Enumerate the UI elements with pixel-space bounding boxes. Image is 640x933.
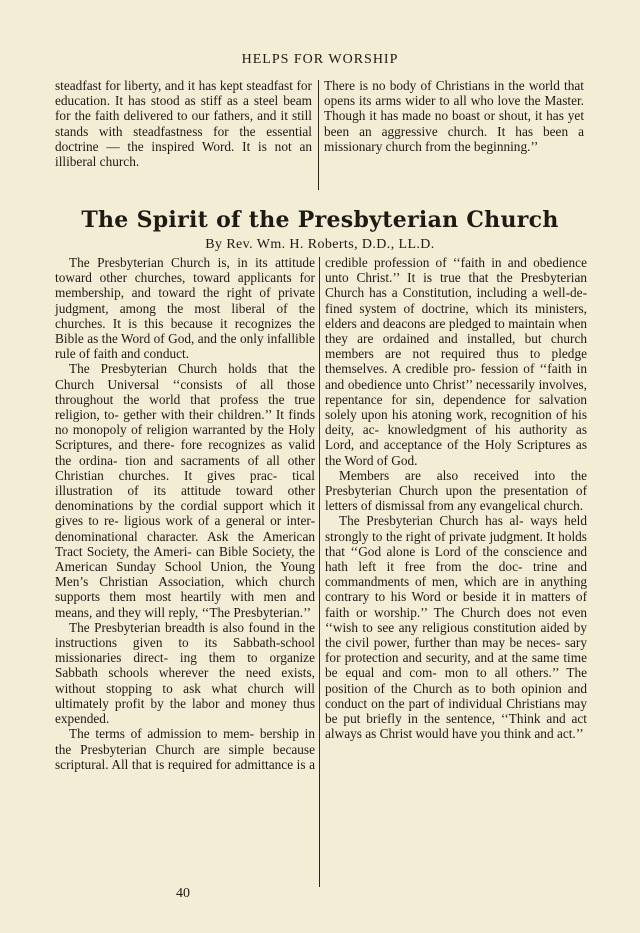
page-number: 40 [176, 886, 190, 901]
text-line: obedience unto Christ.’’ It is true [325, 255, 587, 286]
text-line: sary for protection and security, and [325, 635, 587, 666]
text-line: Constitution, including a well-de- [402, 285, 588, 301]
text-line: stands with steadfastness for the [55, 123, 256, 139]
text-line: Men’s Christian Association, which [55, 574, 268, 590]
text-line: credible profession of ‘‘faith in and [325, 255, 527, 270]
text-line: yet been an aggressive church. It [324, 108, 585, 139]
top-left-paragraph [55, 78, 312, 169]
paragraph [325, 255, 587, 468]
text-line: tion and sacraments of all other [125, 452, 316, 468]
text-line: Sabbath-school missionaries direct- [55, 635, 315, 666]
text-line: are simple because scriptural. All [55, 741, 315, 772]
text-line: attitude toward other churches, [55, 255, 315, 286]
text-line: pledge themselves. A credible pro- [325, 346, 587, 377]
paragraph [55, 726, 315, 772]
text-line: the beginning.’’ [454, 138, 539, 154]
text-line: work, recognition of his deity, ac- [325, 407, 587, 438]
article-left-column [55, 255, 315, 772]
text-line: which are in anything contrary to [325, 574, 588, 605]
paragraph [325, 468, 587, 514]
text-line: gether with their children.’’ It finds [123, 407, 315, 423]
text-line: by the Holy Scriptures, and there- [55, 422, 315, 453]
text-line: and toward the right of private [131, 285, 315, 301]
text-line: faith and conduct. [93, 346, 190, 362]
article-title: The Spirit of the Presbyterian Church [81, 207, 559, 233]
text-line: ligious work of a general or inter- [124, 513, 316, 529]
text-line: toward applicants for membership, [55, 270, 315, 301]
text-line: fined system of doctrine, which its [325, 300, 528, 316]
text-line: ing them to organize Sabbath schools [55, 650, 315, 681]
top-right-paragraph [324, 78, 584, 154]
article-right-column [325, 255, 587, 742]
text-line: God, and the only infallible rule of [55, 331, 315, 362]
text-line: The Presbyterian Church holds [69, 361, 257, 377]
text-line: that profess the true religion, to- [55, 391, 315, 423]
text-line: of all those throughout the world [55, 376, 316, 407]
text-line: church supports them most heartily [55, 574, 315, 605]
text-line: Christians may be put briefly in the [325, 695, 587, 727]
top-left-column [55, 78, 312, 169]
text-line: ‘‘God alone is Lord of the conscience [350, 543, 563, 559]
text-line: reply, ‘‘The Presbyterian.’’ [168, 604, 312, 620]
text-line: fore recognizes as valid the ordina- [55, 437, 315, 468]
text-line: wherever the need exists, without [55, 665, 315, 696]
text-line: his Word or beside it in matters of [390, 589, 588, 605]
text-line: Sunday School Union, the Young [116, 559, 315, 575]
text-line: ministers, elders and deacons are [325, 300, 587, 331]
text-line: tical illustration of its attitude [55, 467, 315, 499]
text-line: Members are also received into [339, 467, 556, 483]
paragraph [55, 361, 315, 619]
text-line: found in the instructions given to its [55, 619, 316, 651]
text-line: The Presbyterian breadth is also [69, 619, 245, 635]
text-line: ultimately profit by the labor and [55, 695, 245, 711]
text-line: fession of ‘‘faith in and obedience [325, 361, 587, 392]
text-line: American Tract Society, the Ameri- [55, 528, 315, 559]
text-line: presentation of letters of dismissal [325, 483, 587, 514]
text-line: sentence, ‘‘Think and act always as [325, 711, 587, 742]
text-line: private judgment. It holds that [325, 528, 587, 559]
paragraph [55, 255, 315, 361]
text-line: Scriptures as the Word of God. [325, 437, 587, 468]
text-line: steadfast for liberty, and it has kept [55, 78, 243, 93]
text-line: toward other denominations by the [55, 483, 315, 514]
text-line: money thus expended. [55, 695, 316, 727]
text-line: cordial support which it gives to re- [55, 498, 316, 529]
text-line: the churches. It is this because it [55, 300, 316, 331]
text-line: mon to all others.’’ The position of [325, 665, 587, 696]
text-line: can Bible Society, the American [55, 543, 316, 575]
text-line: judgment, among the most liberal of [55, 300, 288, 316]
text-line: the world that opens its arms wider [324, 78, 584, 109]
text-line: with men and means, and they will [55, 589, 315, 620]
text-line: salvation solely upon his atoning [325, 391, 587, 423]
text-line: Christian churches. It gives prac- [55, 467, 278, 483]
text-line: There is no body of Christians in [324, 78, 505, 93]
text-line: the Presbyterian Church upon the [325, 467, 587, 499]
article-byline: By Rev. Wm. H. Roberts, D.D., LL.D. [205, 237, 435, 252]
text-line: at the same time be equal and com- [325, 650, 587, 681]
paragraph [325, 513, 587, 741]
text-line: as stiff as a steel beam for the faith [55, 93, 312, 124]
text-line: The Presbyterian Church is, in its [69, 255, 268, 270]
text-line: that the Church Universal ‘‘consists [55, 361, 315, 392]
text-line: essential doctrine — the inspired [55, 123, 312, 154]
text-line: that is required for admittance is a [131, 756, 315, 772]
text-line: to all who love the Master. Though [324, 93, 584, 124]
column-rule-main [319, 257, 320, 887]
text-line: recognizes the Bible as the Word of [55, 315, 316, 347]
text-line: has been a missionary church from [324, 123, 584, 154]
paragraph [55, 620, 315, 726]
text-line: Lord, and acceptance of the Holy [325, 437, 512, 453]
text-line: ordained and installed, but church [382, 331, 588, 347]
text-line: Word. It is not an illiberal church. [55, 138, 312, 170]
running-head: HELPS FOR WORSHIP [241, 52, 399, 67]
text-line: no monopoly of religion warranted [55, 422, 246, 438]
text-line: from any evangelical church. [428, 498, 584, 514]
text-line: act.’’ [556, 726, 584, 742]
top-right-column [324, 78, 584, 154]
text-line: knowledgment of his authority as [387, 422, 587, 438]
text-line: Christ would have you think and [379, 726, 554, 742]
text-line: stopping to ask what church will [106, 680, 315, 696]
text-line: the Church as to both opinion and [390, 680, 587, 696]
text-line: that the Presbyterian Church has a [325, 270, 587, 301]
text-line: ways held strongly to the right of [325, 513, 588, 544]
text-line: pledged to maintain when they are [325, 315, 587, 347]
text-line: faith or worship.’’ The Church does [325, 604, 532, 620]
text-line: unto Christ’’ necessarily involves, [405, 376, 587, 392]
text-line: bership in the Presbyterian Church [55, 726, 316, 757]
text-line: power, further than may be neces- [373, 635, 561, 651]
column-rule-top [318, 80, 319, 190]
text-line: not even ‘‘wish to see any religious [325, 604, 587, 635]
text-line: it has made no boast or shout, it has [369, 108, 564, 124]
text-line: steadfast for education. It has stood [55, 78, 312, 109]
text-line: denominational character. Ask the [55, 528, 254, 544]
text-line: The terms of admission to mem- [69, 726, 255, 742]
text-line: members are not required thus to [325, 346, 541, 362]
text-line: The Presbyterian Church has al- [339, 513, 524, 529]
text-line: repentance for sin, dependence for [325, 391, 531, 407]
text-line: trine and commandments of men, [325, 559, 588, 590]
text-line: constitution aided by the civil [325, 619, 588, 651]
text-line: conduct on the part of individual [325, 695, 503, 711]
text-line: and hath left it free from the doc- [325, 543, 588, 575]
text-line: delivered to our fathers, and it still [123, 108, 312, 124]
